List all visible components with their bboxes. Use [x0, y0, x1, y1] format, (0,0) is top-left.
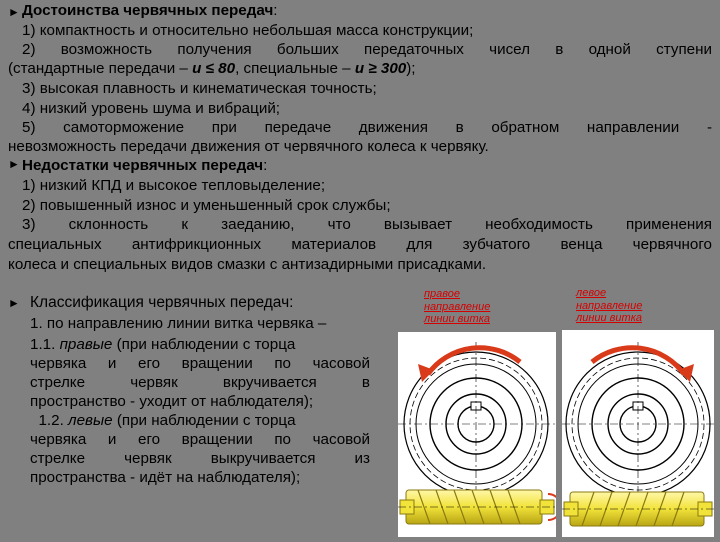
- disadvantages-heading: Недостатки червячных передач:: [22, 157, 268, 174]
- advantage-item: невозможность передачи движения от червячного колеса к червяку.: [8, 138, 489, 155]
- ratio-special: u ≥ 300: [354, 60, 407, 77]
- classification-direction: 1. по направлению линии витка червяка –: [30, 315, 327, 332]
- left-hand-line: пространства - идёт на наблюдателя);: [30, 469, 301, 486]
- disadvantage-item: специальных антифрикционных материалов для зубчатого венца червячного: [8, 236, 712, 253]
- classification-title: Классификация червячных передач: [30, 294, 290, 311]
- left-hand-term: левые: [68, 412, 113, 429]
- right-hand-gear-figure: [398, 332, 556, 537]
- advantage-item-numbers: (стандартные передачи – u ≤ 80, специальные – u ≥ 300);: [8, 60, 416, 77]
- disadvantage-item: колеса и специальных видов смазки с антизадирными присадками.: [8, 256, 487, 273]
- advantage-item: 1) компактность и относительно небольшая масса конструкции;: [22, 22, 474, 39]
- left-hand-line: стрелке червяк выкручивается из: [30, 450, 370, 467]
- left-hand-line: 1.2. левые (при наблюдении с торца: [38, 412, 296, 429]
- ratio-standard: u ≤ 80: [192, 60, 236, 77]
- classification-heading: Классификация червячных передач:: [30, 294, 294, 311]
- disadvantage-item: 1) низкий КПД и высокое тепловыделение;: [22, 177, 326, 194]
- label-right-hand: правое направление линии витка: [424, 288, 491, 325]
- advantage-item: 5) самоторможение при передаче движения в обратном направлении -: [22, 119, 712, 136]
- disadvantage-item: 3) склонность к заеданию, что вызывает необходимость применения: [22, 216, 712, 233]
- label-left-hand: левое направление линии витка: [576, 287, 643, 324]
- advantages-heading: Достоинства червячных передач:: [22, 2, 278, 19]
- left-hand-line: червяка и его вращении по часовой: [30, 431, 370, 448]
- disadvantage-item: 2) повышенный износ и уменьшенный срок службы;: [22, 197, 391, 214]
- advantage-item: 4) низкий уровень шума и вибраций;: [22, 100, 281, 117]
- left-hand-gear-figure: [562, 330, 714, 537]
- advantages-title: Достоинства червячных передач: [22, 2, 274, 19]
- bullet-triangle-icon: ►: [8, 296, 20, 310]
- bullet-triangle-icon: ►: [8, 157, 20, 171]
- right-hand-line: пространство - уходит от наблюдателя);: [30, 393, 314, 410]
- right-hand-line: червяка и его вращении по часовой: [30, 355, 370, 372]
- right-hand-line: 1.1. правые (при наблюдении с торца: [30, 336, 296, 353]
- advantage-item: 2) возможность получения больших передаточных чисел в одной ступени: [22, 41, 712, 58]
- advantage-item: 3) высокая плавность и кинематическая точность;: [22, 80, 377, 97]
- bullet-triangle-icon: ►: [8, 5, 20, 19]
- right-hand-term: правые: [59, 336, 113, 353]
- right-hand-line: стрелке червяк вкручивается в: [30, 374, 370, 391]
- disadvantages-title: Недостатки червячных передач: [22, 157, 264, 174]
